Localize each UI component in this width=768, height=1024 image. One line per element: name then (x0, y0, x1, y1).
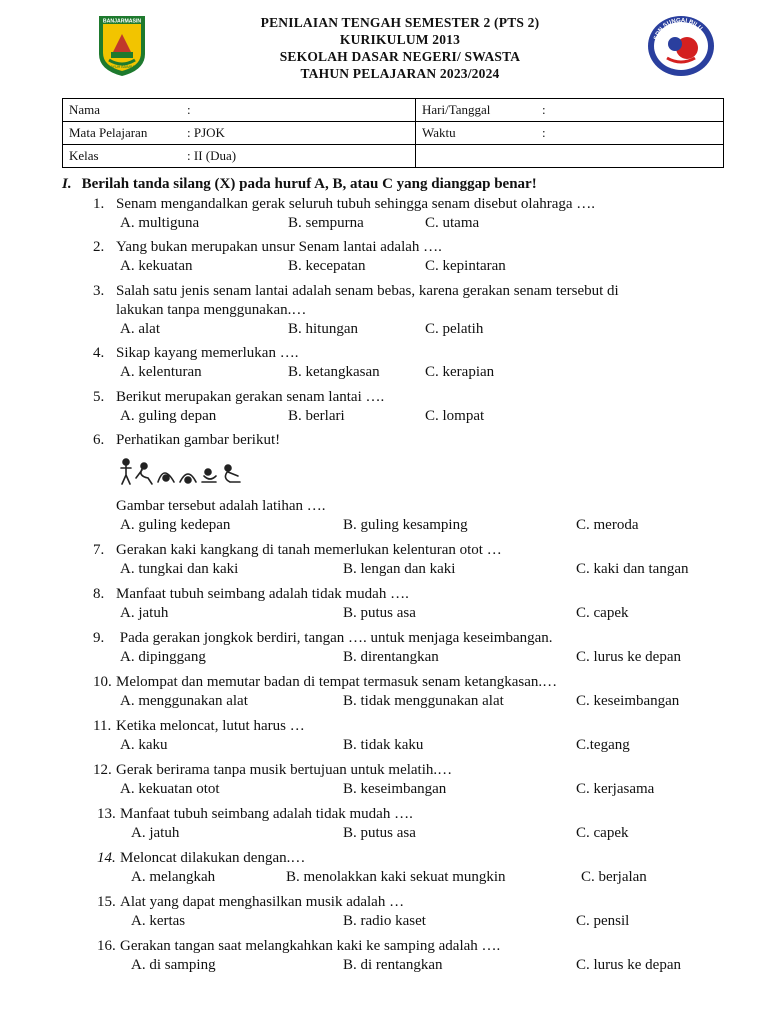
option-b[interactable]: B. berlari (288, 408, 345, 424)
question-number: 2. (93, 239, 105, 255)
option-a[interactable]: A. di samping (131, 957, 216, 973)
option-a[interactable]: A. kekuatan (120, 258, 193, 274)
question-2 (93, 238, 723, 276)
option-a[interactable]: A. kertas (131, 913, 186, 929)
option-c[interactable]: C. keseimbangan (576, 693, 680, 709)
option-b[interactable]: B. radio kaset (343, 913, 426, 929)
nama-label: Nama (69, 102, 101, 117)
question-8 (93, 585, 723, 623)
option-a[interactable]: A. multiguna (120, 215, 200, 231)
waktu-cell[interactable] (416, 122, 724, 145)
kelas-value: : II (Dua) (187, 148, 237, 163)
logo-left-sub: KAYUH BAIMBAI (108, 65, 136, 69)
option-a[interactable]: A. guling kedepan (120, 517, 231, 533)
question-text: Sikap kayang memerlukan …. (116, 345, 299, 361)
question-number: 11. (93, 718, 112, 734)
option-a[interactable]: A. kaku (120, 737, 168, 753)
question-text: Yang bukan merupakan unsur Senam lantai adalah …. (116, 239, 442, 255)
question-text: Gerak berirama tanpa musik bertujuan untuk melatih.… (116, 762, 453, 778)
option-a[interactable]: A. dipinggang (120, 649, 206, 665)
nama-value: : (187, 102, 191, 117)
option-c[interactable]: C. kerapian (425, 364, 495, 380)
option-a[interactable]: A. jatuh (120, 605, 169, 621)
question-text: Gerakan kaki kangkang di tanah memerlukan kelenturan otot … (116, 542, 502, 558)
option-b[interactable]: B. direntangkan (343, 649, 439, 665)
hari-value: : (542, 102, 546, 117)
question-text-cont: lakukan tanpa menggunakan.… (116, 302, 307, 318)
question-text: Senam mengandalkan gerak seluruh tubuh sehingga senam disebut olahraga …. (116, 196, 596, 212)
question-9 (93, 629, 723, 667)
kelas-cell (63, 145, 416, 168)
question-text: Berikut merupakan gerakan senam lantai …. (116, 389, 385, 405)
question-5 (93, 388, 723, 426)
header-line-2: KURIKULUM 2013 (339, 32, 461, 47)
question-6 (93, 431, 723, 450)
question-number: 12. (93, 762, 112, 778)
question-number: 9. (93, 630, 105, 646)
mapel-cell (63, 122, 416, 145)
section-number: I. (62, 176, 72, 192)
option-c[interactable]: C. kaki dan tangan (576, 561, 689, 577)
school-logo (645, 14, 717, 78)
waktu-value: : (542, 125, 546, 140)
question-11 (93, 717, 723, 755)
question-16 (97, 937, 727, 975)
empty-cell (416, 145, 724, 168)
option-b[interactable]: B. tidak menggunakan alat (343, 693, 504, 709)
question-number: 5. (93, 389, 105, 405)
question-text: Salah satu jenis senam lantai adalah senam bebas, karena gerakan senam tersebut di (116, 283, 619, 299)
header-line-1: PENILAIAN TENGAH SEMESTER 2 (PTS 2) (260, 15, 540, 30)
option-a[interactable]: A. melangkah (131, 869, 216, 885)
option-a[interactable]: A. kelenturan (120, 364, 202, 380)
question-14 (97, 849, 727, 887)
nama-cell[interactable] (63, 99, 416, 122)
question-3 (93, 282, 723, 339)
question-text: Manfaat tubuh seimbang adalah tidak mudah …. (116, 586, 409, 602)
option-a[interactable]: A. menggunakan alat (120, 693, 248, 709)
question-text: Gerakan tangan saat melangkahkan kaki ke samping adalah …. (120, 938, 501, 954)
question-number: 7. (93, 542, 105, 558)
option-b[interactable]: B. lengan dan kaki (343, 561, 456, 577)
option-c[interactable]: C. pelatih (425, 321, 484, 337)
question-number: 15. (97, 894, 116, 910)
hari-label: Hari/Tanggal (422, 102, 491, 117)
hari-cell[interactable] (416, 99, 724, 122)
question-number: 3. (93, 283, 105, 299)
question-7 (93, 541, 723, 579)
option-c[interactable]: C. kerjasama (576, 781, 655, 797)
option-b[interactable]: B. putus asa (343, 605, 416, 621)
section-instruction (62, 176, 537, 193)
question-text: Perhatikan gambar berikut! (116, 432, 281, 448)
option-b[interactable]: B. ketangkasan (288, 364, 380, 380)
question-text: Melompat dan memutar badan di tempat termasuk senam ketangkasan.… (116, 674, 558, 690)
question-text: Ketika meloncat, lutut harus … (116, 718, 305, 734)
question-13 (97, 805, 727, 843)
option-b[interactable]: B. tidak kaku (343, 737, 424, 753)
question-text: Meloncat dilakukan dengan.… (120, 850, 306, 866)
banjarmasin-logo (95, 12, 149, 78)
option-b[interactable]: B. kecepatan (288, 258, 366, 274)
question-10 (93, 673, 723, 711)
waktu-label: Waktu (422, 125, 456, 140)
question-6-body (93, 497, 723, 535)
option-a[interactable]: A. jatuh (131, 825, 180, 841)
option-c[interactable]: C. lompat (425, 408, 485, 424)
question-text-cont: Gambar tersebut adalah latihan …. (116, 498, 326, 514)
option-c[interactable]: C. pensil (576, 913, 630, 929)
option-b[interactable]: B. guling kesamping (343, 517, 468, 533)
mapel-value: : PJOK (187, 125, 225, 140)
option-c[interactable]: C.tegang (576, 737, 630, 753)
question-15 (97, 893, 727, 931)
question-number: 4. (93, 345, 105, 361)
header-line-4: TAHUN PELAJARAN 2023/2024 (300, 66, 500, 81)
question-number: 14. (97, 850, 116, 866)
option-a[interactable]: A. kekuatan otot (120, 781, 220, 797)
question-text: Pada gerakan jongkok berdiri, tangan …. untuk menjaga keseimbangan. (116, 630, 553, 646)
logo-right-text: SDN SUNGAI BILU (653, 17, 704, 41)
option-a[interactable]: A. guling depan (120, 408, 217, 424)
question-text: Alat yang dapat menghasilkan musik adalah … (120, 894, 405, 910)
option-c[interactable]: C. lurus ke depan (576, 649, 681, 665)
option-c[interactable]: C. utama (425, 215, 480, 231)
question-12 (93, 761, 723, 799)
header-line-3: SEKOLAH DASAR NEGERI/ SWASTA (279, 49, 521, 64)
instruction-text: Berilah tanda silang (X) pada huruf A, B, atau C yang dianggap benar! (81, 176, 537, 192)
question-number: 10. (93, 674, 112, 690)
option-b[interactable]: B. hitungan (288, 321, 358, 337)
option-a[interactable]: A. tungkai dan kaki (120, 561, 239, 577)
option-b[interactable]: B. menolakkan kaki sekuat mungkin (286, 869, 506, 885)
option-a[interactable]: A. alat (120, 321, 160, 337)
gymnastics-sequence-image (118, 456, 248, 486)
option-c[interactable]: C. capek (576, 825, 629, 841)
option-c[interactable]: C. capek (576, 605, 629, 621)
question-number: 13. (97, 806, 116, 822)
option-b[interactable]: B. sempurna (288, 215, 364, 231)
option-b[interactable]: B. keseimbangan (343, 781, 447, 797)
mapel-label: Mata Pelajaran (69, 125, 148, 140)
question-number: 8. (93, 586, 105, 602)
option-b[interactable]: B. putus asa (343, 825, 416, 841)
option-c[interactable]: C. berjalan (581, 869, 647, 885)
question-4 (93, 344, 723, 382)
student-info-table (62, 98, 724, 168)
kelas-label: Kelas (69, 148, 99, 163)
question-number: 1. (93, 196, 105, 212)
option-c[interactable]: C. meroda (576, 517, 639, 533)
option-b[interactable]: B. di rentangkan (343, 957, 443, 973)
exam-header (200, 14, 600, 82)
option-c[interactable]: C. kepintaran (425, 258, 506, 274)
option-c[interactable]: C. lurus ke depan (576, 957, 681, 973)
logo-left-title: BANJARMASIN (102, 18, 142, 25)
question-1 (93, 195, 723, 233)
question-number: 6. (93, 432, 105, 448)
question-number: 16. (97, 938, 116, 954)
question-text: Manfaat tubuh seimbang adalah tidak mudah …. (120, 806, 413, 822)
